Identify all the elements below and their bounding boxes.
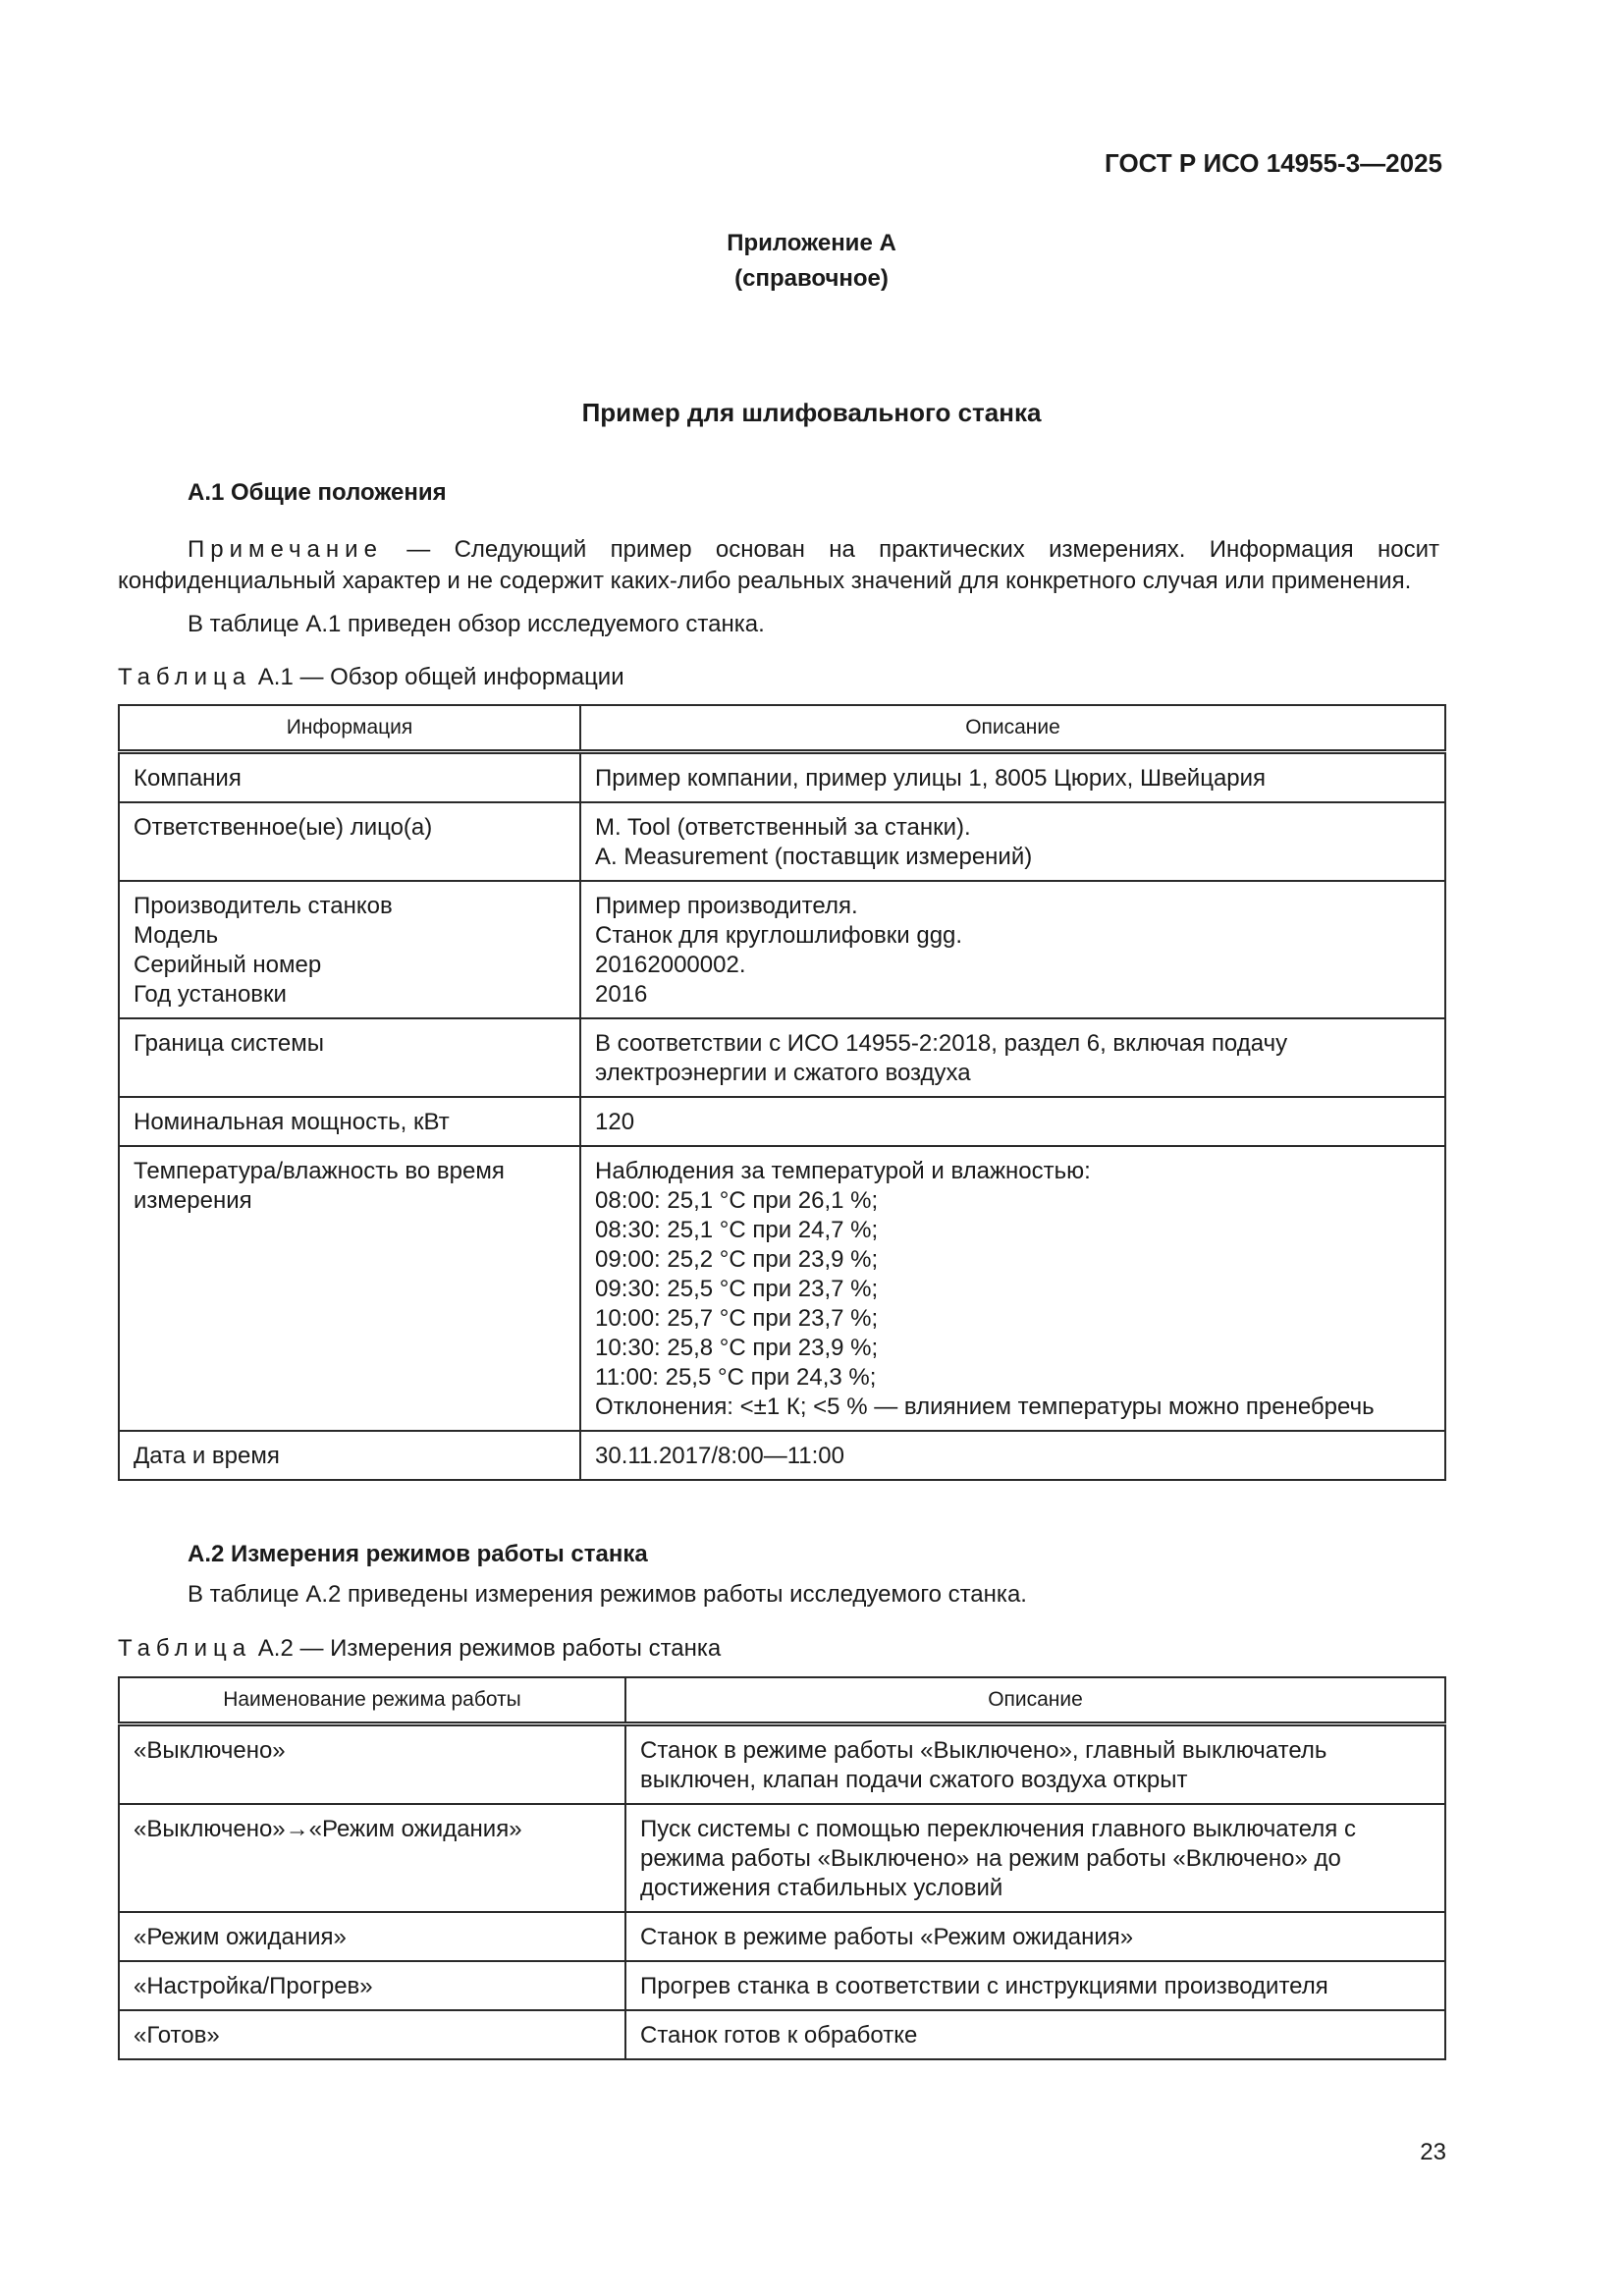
info-cell — [119, 802, 580, 881]
column-header-description: Описание — [580, 705, 1445, 752]
cell-line: 09:30: 25,5 °С при 23,7 %; — [595, 1276, 879, 1302]
table-a2-intro — [118, 1579, 1439, 1611]
caption-text: А.2 — Измерения режимов работы станка — [251, 1635, 722, 1662]
cell-line: A. Measurement (поставщик измерений) — [595, 844, 1033, 870]
note-label: Примечание — [188, 536, 383, 563]
table-row — [119, 1912, 1445, 1961]
cell-line: Температура/влажность во время измерения — [134, 1158, 505, 1214]
appendix-heading — [0, 226, 1623, 297]
info-cell — [119, 1018, 580, 1097]
description-cell: Пуск системы с помощью переключения главного выключателя с режима работы «Выключено» на режим работы «Включено» до достижения стабильных условий — [625, 1804, 1445, 1912]
table-row — [119, 1724, 1445, 1805]
description-cell — [580, 1146, 1445, 1431]
cell-line: 09:00: 25,2 °С при 23,9 %; — [595, 1246, 879, 1273]
mode-cell: «Выключено»→«Режим ожидания» — [119, 1804, 625, 1912]
column-header-description: Описание — [625, 1677, 1445, 1724]
note-paragraph — [118, 534, 1439, 597]
table-header-row — [119, 1677, 1445, 1724]
caption-text: А.1 — Обзор общей информации — [251, 664, 624, 690]
info-cell — [119, 752, 580, 803]
description-cell — [580, 1431, 1445, 1480]
note-text: — Следующий пример основан на практических измерениях. Информация носит конфиденциальный характер и не содержит каких-либо реальных значений для конкретного случая или применения. — [118, 536, 1439, 594]
cell-line: Номинальная мощность, кВт — [134, 1109, 450, 1135]
table-a1-caption — [118, 664, 624, 691]
cell-line: Серийный номер — [134, 952, 322, 978]
cell-line: Год установки — [134, 981, 287, 1008]
table-a2-caption — [118, 1635, 721, 1663]
intro-text: В таблице А.2 приведены измерения режимов работы исследуемого станка. — [188, 1581, 1027, 1608]
info-cell — [119, 1097, 580, 1146]
cell-line: Производитель станков — [134, 893, 393, 919]
cell-line: Отклонения: <±1 К; <5 % — влиянием температуры можно пренебречь — [595, 1394, 1375, 1420]
cell-line: Пример компании, пример улицы 1, 8005 Цюрих, Швейцария — [595, 765, 1267, 792]
cell-line: Модель — [134, 922, 219, 949]
description-cell — [580, 752, 1445, 803]
cell-line: Дата и время — [134, 1443, 280, 1469]
cell-line: Пример производителя. — [595, 893, 858, 919]
table-row — [119, 752, 1445, 803]
cell-line: Ответственное(ые) лицо(а) — [134, 814, 433, 841]
section-a2-heading: А.2 Измерения режимов работы станка — [188, 1541, 648, 1567]
appendix-type: (справочное) — [734, 265, 889, 292]
cell-line: 30.11.2017/8:00—11:00 — [595, 1443, 844, 1469]
cell-line: Станок для круглошлифовки ggg. — [595, 922, 963, 949]
table-a1-intro — [118, 609, 1439, 640]
description-cell — [580, 1018, 1445, 1097]
description-cell — [580, 802, 1445, 881]
description-cell — [580, 881, 1445, 1018]
table-row — [119, 2010, 1445, 2059]
description-cell: Станок в режиме работы «Режим ожидания» — [625, 1912, 1445, 1961]
table-row — [119, 1961, 1445, 2010]
mode-cell: «Готов» — [119, 2010, 625, 2059]
page-title: Пример для шлифовального станка — [581, 398, 1042, 427]
table-row — [119, 1804, 1445, 1912]
page-number: 23 — [1420, 2139, 1446, 2165]
column-header-info: Информация — [119, 705, 580, 752]
cell-line: 11:00: 25,5 °С при 24,3 %; — [595, 1364, 877, 1391]
cell-line: 2016 — [595, 981, 648, 1008]
cell-line: Наблюдения за температурой и влажностью: — [595, 1158, 1091, 1184]
description-cell — [580, 1097, 1445, 1146]
cell-line: В соответствии с ИСО 14955-2:2018, раздел 6, включая подачу электроэнергии и сжатого воздуха — [595, 1030, 1288, 1086]
info-cell — [119, 1146, 580, 1431]
document-id: ГОСТ Р ИСО 14955-3—2025 — [1105, 148, 1442, 178]
table-row — [119, 1431, 1445, 1480]
description-cell: Станок в режиме работы «Выключено», главный выключатель выключен, клапан подачи сжатого воздуха открыт — [625, 1724, 1445, 1805]
info-cell — [119, 881, 580, 1018]
section-a1-heading: А.1 Общие положения — [188, 479, 447, 506]
appendix-label: Приложение А — [727, 230, 896, 256]
table-row — [119, 1018, 1445, 1097]
mode-cell: «Выключено» — [119, 1724, 625, 1805]
cell-line: 08:00: 25,1 °С при 26,1 %; — [595, 1187, 879, 1214]
table-header-row — [119, 705, 1445, 752]
table-row — [119, 881, 1445, 1018]
overview-table — [118, 704, 1446, 1481]
cell-line: 10:30: 25,8 °С при 23,9 %; — [595, 1335, 879, 1361]
cell-line: M. Tool (ответственный за станки). — [595, 814, 971, 841]
column-header-mode: Наименование режима работы — [119, 1677, 625, 1724]
cell-line: 08:30: 25,1 °С при 24,7 %; — [595, 1217, 879, 1243]
cell-line: Граница системы — [134, 1030, 324, 1057]
table-row — [119, 802, 1445, 881]
cell-line: 120 — [595, 1109, 635, 1135]
info-cell — [119, 1431, 580, 1480]
cell-line: 10:00: 25,7 °С при 23,7 %; — [595, 1305, 879, 1332]
caption-label: Таблица — [118, 664, 252, 690]
intro-text: В таблице А.1 приведен обзор исследуемого станка. — [188, 611, 765, 637]
table-row — [119, 1097, 1445, 1146]
mode-cell: «Настройка/Прогрев» — [119, 1961, 625, 2010]
caption-label: Таблица — [118, 1635, 252, 1662]
cell-line: 20162000002. — [595, 952, 746, 978]
description-cell: Станок готов к обработке — [625, 2010, 1445, 2059]
mode-cell: «Режим ожидания» — [119, 1912, 625, 1961]
description-cell: Прогрев станка в соответствии с инструкциями производителя — [625, 1961, 1445, 2010]
table-row — [119, 1146, 1445, 1431]
modes-table — [118, 1676, 1446, 2060]
cell-line: Компания — [134, 765, 242, 792]
